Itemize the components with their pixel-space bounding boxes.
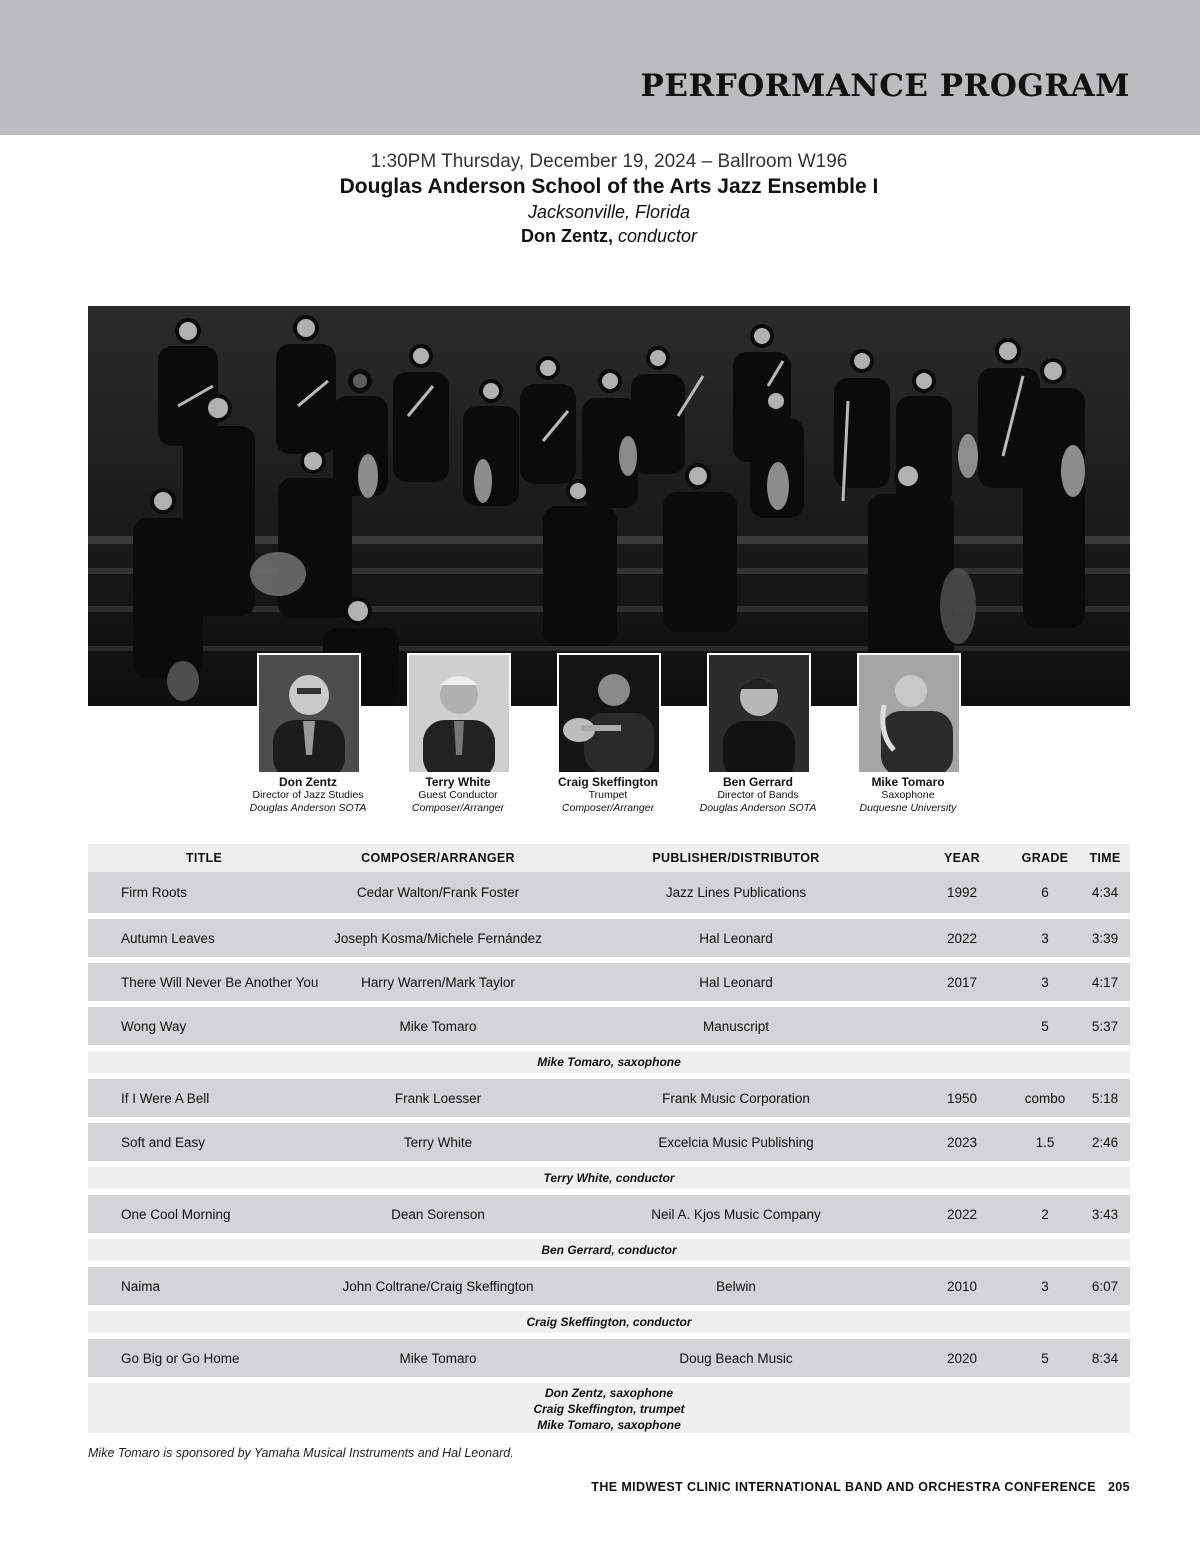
- row-grade: combo: [1024, 1090, 1066, 1106]
- performer-note: Craig Skeffington, conductor: [88, 1311, 1130, 1333]
- bio-org: Douglas Anderson SOTA: [249, 802, 367, 814]
- bio-role: Director of Jazz Studies: [252, 789, 364, 801]
- performer-note: Mike Tomaro, saxophone: [88, 1051, 1130, 1073]
- row-composer: Mike Tomaro: [399, 1350, 477, 1366]
- table-row: [88, 1267, 1130, 1305]
- row-composer: Joseph Kosma/Michele Fernández: [334, 930, 542, 946]
- row-time: 4:17: [1091, 974, 1119, 990]
- page-footer: [591, 1480, 1130, 1494]
- bio-name: Mike Tomaro: [871, 775, 945, 789]
- row-publisher: Hal Leonard: [699, 930, 773, 946]
- row-year: 2017: [946, 974, 978, 990]
- row-year: 2022: [946, 930, 978, 946]
- row-time: 6:07: [1091, 1278, 1119, 1294]
- col-publisher: PUBLISHER/DISTRIBUTOR: [652, 851, 820, 865]
- row-title: If I Were A Bell: [121, 1090, 210, 1106]
- bio-org: Composer/Arranger: [411, 802, 505, 814]
- row-year: [922, 1007, 1002, 1045]
- row-composer: Cedar Walton/Frank Foster: [356, 885, 520, 900]
- headshot-terry-white: [407, 653, 511, 774]
- ensemble-conductor: [0, 224, 1200, 248]
- headshot-don-zentz: [257, 653, 361, 774]
- bio-role: Guest Conductor: [418, 789, 498, 801]
- row-year: 2023: [946, 1134, 978, 1150]
- row-time: 4:34: [1091, 885, 1119, 900]
- row-time: 5:37: [1091, 1018, 1119, 1034]
- bio-terry-white: [373, 775, 543, 815]
- bio-don-zentz: [223, 775, 393, 815]
- table-row: [88, 1007, 1130, 1045]
- bio-ben-gerrard: [673, 775, 843, 815]
- bio-name: Terry White: [425, 775, 491, 789]
- row-title: Autumn Leaves: [121, 930, 215, 946]
- table-row: [88, 963, 1130, 1001]
- row-composer: Dean Sorenson: [391, 1206, 485, 1222]
- col-title: TITLE: [185, 851, 223, 865]
- conductor-name: Don Zentz,: [520, 226, 613, 246]
- row-publisher: Manuscript: [702, 1018, 770, 1034]
- bio-name: Ben Gerrard: [722, 775, 794, 789]
- table-row: [88, 872, 1130, 913]
- row-time: 3:43: [1091, 1206, 1119, 1222]
- ensemble-location: Jacksonville, Florida: [527, 202, 691, 222]
- event-datetime: 1:30PM Thursday, December 19, 2024 – Ballroom W196: [370, 151, 848, 172]
- bio-org: Duquesne University: [859, 802, 957, 814]
- col-composer: COMPOSER/ARRANGER: [361, 851, 515, 865]
- conductor-role: conductor: [617, 226, 698, 246]
- row-grade: 3: [1041, 930, 1049, 946]
- performer-note: Mike Tomaro, saxophone: [537, 1418, 681, 1432]
- table-row: [88, 1123, 1130, 1161]
- row-publisher: Belwin: [716, 1278, 756, 1294]
- bio-name: Don Zentz: [279, 775, 337, 789]
- bio-craig-skeffington: [523, 775, 693, 815]
- row-time: 3:39: [1091, 930, 1119, 946]
- row-grade: 5: [1041, 1018, 1049, 1034]
- bio-org: Composer/Arranger: [561, 802, 655, 814]
- row-time: 8:34: [1091, 1350, 1119, 1366]
- table-row: [88, 1079, 1130, 1117]
- row-publisher: Hal Leonard: [699, 974, 773, 990]
- bio-role: Director of Bands: [717, 789, 799, 801]
- performer-note-group: [88, 1383, 1130, 1433]
- ensemble-name: Douglas Anderson School of the Arts Jazz Ensemble I: [339, 175, 879, 198]
- row-title: One Cool Morning: [121, 1206, 231, 1222]
- table-row: [88, 919, 1130, 957]
- bio-role: Trumpet: [588, 789, 628, 801]
- row-grade: 2: [1041, 1206, 1049, 1222]
- col-year: YEAR: [944, 851, 980, 865]
- row-grade: 3: [1041, 974, 1049, 990]
- row-publisher: Doug Beach Music: [679, 1350, 793, 1366]
- row-title: Naima: [121, 1278, 161, 1294]
- row-publisher: Neil A. Kjos Music Company: [651, 1206, 821, 1222]
- row-year: 2020: [946, 1350, 978, 1366]
- row-composer: Terry White: [403, 1134, 473, 1150]
- row-year: 1950: [946, 1090, 978, 1106]
- row-grade: 6: [1041, 885, 1049, 900]
- headshot-craig-skeffington: [557, 653, 661, 774]
- performer-note: Don Zentz, saxophone: [544, 1386, 673, 1400]
- row-publisher: Jazz Lines Publications: [665, 885, 807, 900]
- event-info: [0, 150, 1200, 248]
- row-title: Go Big or Go Home: [121, 1350, 240, 1366]
- row-grade: 3: [1041, 1278, 1049, 1294]
- bio-mike-tomaro: [823, 775, 993, 815]
- row-publisher: Excelcia Music Publishing: [658, 1134, 814, 1150]
- bio-name: Craig Skeffington: [557, 775, 658, 789]
- page-number: 205: [1107, 1480, 1130, 1494]
- row-composer: Harry Warren/Mark Taylor: [361, 974, 515, 990]
- performer-note: Terry White, conductor: [88, 1167, 1130, 1189]
- row-title: Soft and Easy: [121, 1134, 206, 1150]
- conference-name: THE MIDWEST CLINIC INTERNATIONAL BAND AND ORCHESTRA CONFERENCE: [591, 1480, 1096, 1494]
- page-title: PERFORMANCE PROGRAM: [640, 68, 1130, 104]
- row-time: 5:18: [1091, 1090, 1119, 1106]
- row-title: Wong Way: [121, 1018, 187, 1034]
- row-composer: Frank Loesser: [394, 1090, 482, 1106]
- row-time: 2:46: [1091, 1134, 1119, 1150]
- row-title: There Will Never Be Another You: [121, 974, 319, 990]
- col-grade: GRADE: [1021, 851, 1069, 865]
- col-time: TIME: [1089, 851, 1121, 865]
- table-row: [88, 1195, 1130, 1233]
- row-year: 2022: [946, 1206, 978, 1222]
- row-year: 2010: [946, 1278, 978, 1294]
- headshot-ben-gerrard: [707, 653, 811, 774]
- row-composer: Mike Tomaro: [399, 1018, 477, 1034]
- bio-org: Douglas Anderson SOTA: [699, 802, 817, 814]
- headshot-mike-tomaro: [857, 653, 961, 774]
- sponsor-footnote: Mike Tomaro is sponsored by Yamaha Musical Instruments and Hal Leonard.: [88, 1446, 514, 1460]
- ensemble-group-photo: [88, 306, 1130, 706]
- bio-role: Saxophone: [881, 789, 935, 801]
- row-composer: John Coltrane/Craig Skeffington: [342, 1278, 534, 1294]
- table-header: [88, 844, 1130, 872]
- row-publisher: Frank Music Corporation: [662, 1090, 810, 1106]
- row-grade: 5: [1041, 1350, 1049, 1366]
- table-row: [88, 1339, 1130, 1377]
- row-grade: 1.5: [1035, 1134, 1055, 1150]
- row-title: Firm Roots: [121, 885, 188, 900]
- performer-note: Ben Gerrard, conductor: [88, 1239, 1130, 1261]
- program-table: [88, 844, 1130, 1433]
- performer-note: Craig Skeffington, trumpet: [533, 1402, 685, 1416]
- row-year: 1992: [946, 885, 978, 900]
